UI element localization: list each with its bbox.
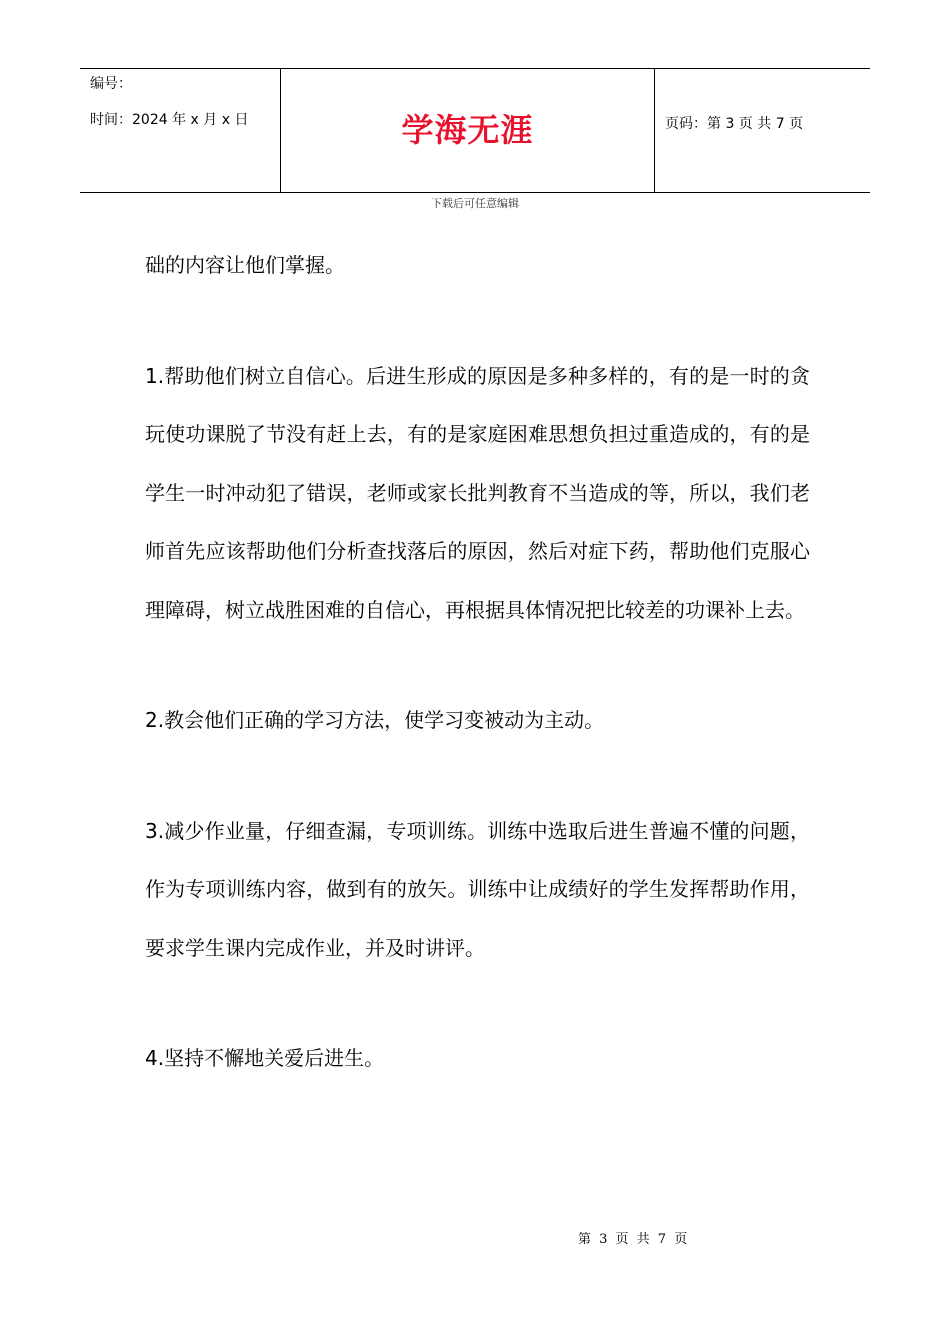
header-mid-cell: [281, 69, 655, 192]
paragraph-gap: [145, 977, 810, 1029]
brand-title: 学海无涯: [401, 111, 534, 149]
date-text: 时间：2024 年 x 月 x 日: [90, 112, 249, 128]
page-footer: 第 3 页 共 7 页: [578, 1232, 690, 1247]
paragraph-item-4: 4.坚持不懈地关爱后进生。: [145, 1046, 385, 1070]
document-body: [145, 236, 810, 1088]
paragraph-gap: [145, 750, 810, 802]
header-right-cell: [655, 69, 870, 192]
paragraph-item-3: 3.减少作业量，仔细查漏，专项训练。训练中选取后进生普遍不懂的问题，作为专项训练内容，做到有的放矢。训练中让成绩好的学生发挥帮助作用，要求学生课内完成作业，并及时讲评。: [145, 818, 810, 960]
paragraph-item-2: 2.教会他们正确的学习方法，使学习变被动为主动。: [145, 708, 605, 732]
paragraph-continuation: 础的内容让他们掌握。: [145, 253, 345, 277]
header-left-cell: [80, 69, 281, 192]
serial-label: 编号：: [90, 76, 132, 92]
page-info: 页码：第 3 页 共 7 页: [665, 116, 804, 132]
paragraph-gap: [145, 295, 810, 347]
edit-note: 下载后可任意编辑: [431, 197, 519, 210]
paragraph-gap: [145, 639, 810, 691]
document-header: [80, 68, 870, 193]
paragraph-item-1: 1.帮助他们树立自信心。后进生形成的原因是多种多样的，有的是一时的贪玩使功课脱了节没有赶上去，有的是家庭困难思想负担过重造成的，有的是学生一时冲动犯了错误，老师或家长批判教育不当造成的等，所以，我们老师首先应该帮助他们分析查找落后的原因，然后对症下药，帮助他们克服心理障碍，树立战胜困难的自信心，再根据具体情况把比较差的功课补上去。: [145, 363, 810, 622]
